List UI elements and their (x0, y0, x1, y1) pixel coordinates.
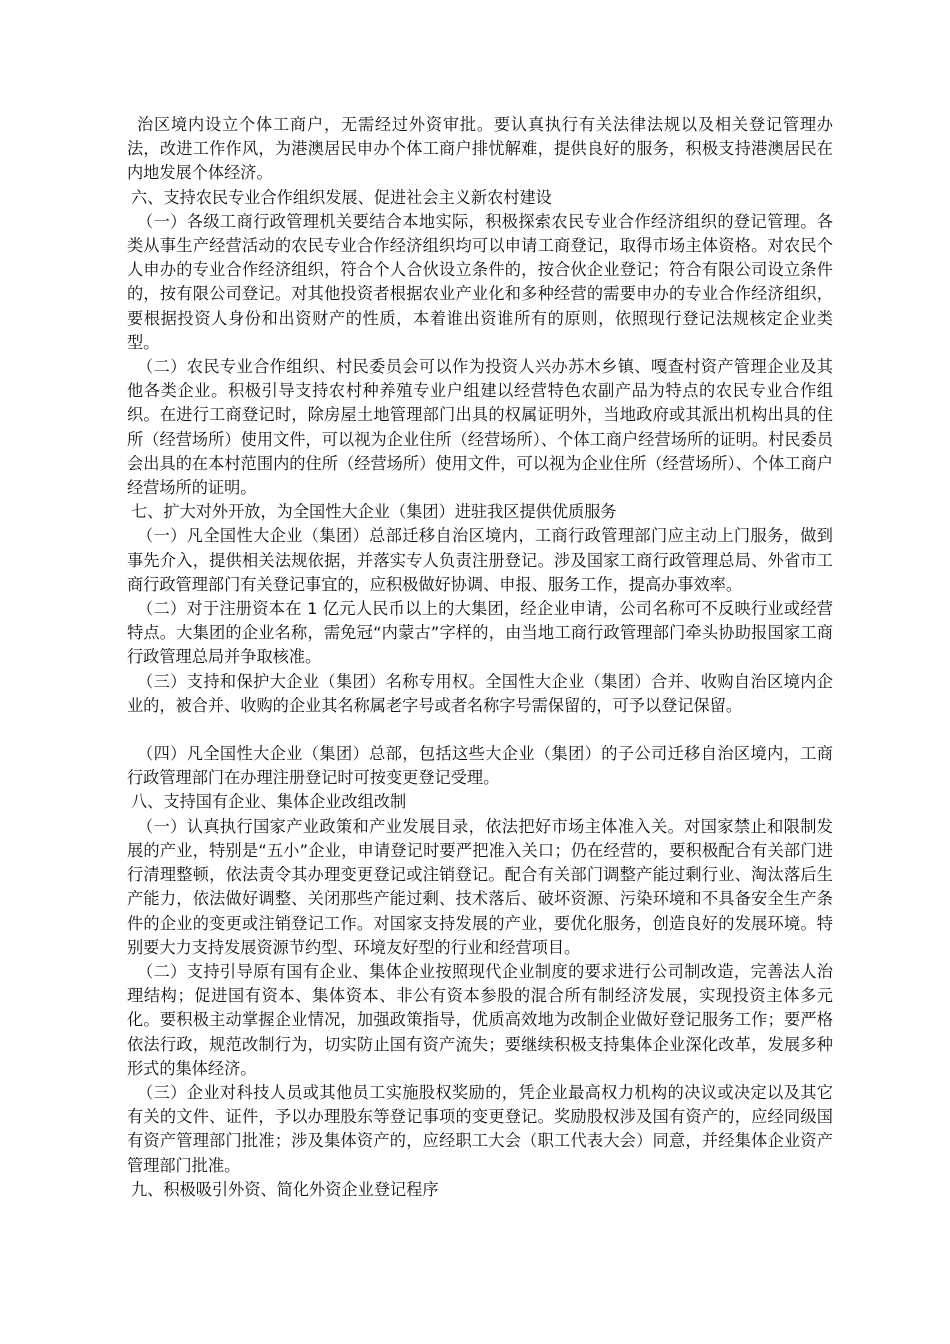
paragraph: 治区境内设立个体工商户，无需经过外资审批。要认真执行有关法律法规以及相关登记管理办法，改进工作作风，为港澳居民申办个体工商户排忧解难，提供良好的服务，积极支持港澳居民在内地发展个体经济。 (127, 115, 833, 183)
paragraph: （三）企业对科技人员或其他员工实施股权奖励的，凭企业最高权力机构的决议或决定以及其它有关的文件、证件，予以办理股东等登记事项的变更登记。奖励股权涉及国有资产的，应经同级国有资产管理部门批准；涉及集体资产的，应经职工大会（职工代表大会）同意，并经集体企业资产管理部门批准。 (127, 1082, 833, 1175)
section-heading: 八、支持国有企业、集体企业改组改制 (131, 792, 407, 812)
section-heading: 六、支持农民专业合作组织发展、促进社会主义新农村建设 (131, 187, 552, 207)
paragraph: （一）认真执行国家产业政策和产业发展目录，依法把好市场主体准入关。对国家禁止和限制发展的产业，特别是“五小”企业，申请登记时要严把准入关口；仍在经营的，要积极配合有关部门进行清理整顿，依法责令其办理变更登记或注销登记。配合有关部门调整产能过剩行业、淘汰落后生产能力，依法做好调整、关闭那些产能过剩、技术落后、破坏资源、污染环境和不具备安全生产条件的企业的变更或注销登记工作。对国家支持发展的产业，要优化服务，创造良好的发展环境。特别要大力支持发展资源节约型、环境友好型的行业和经营项目。 (127, 816, 833, 957)
blank-line (127, 718, 833, 742)
paragraph: （二）农民专业合作组织、村民委员会可以作为投资人兴办苏木乡镇、嘎查村资产管理企业及其他各类企业。积极引导支持农村种养殖专业户组建以经营特色农副产品为特点的农民专业合作组织。在进行工商登记时，除房屋土地管理部门出具的权属证明外，当地政府或其派出机构出具的住所（经营场所）使用文件，可以视为企业住所（经营场所）、个体工商户经营场所的证明。村民委员会出具的在本村范围内的住所（经营场所）使用文件，可以视为企业住所（经营场所）、个体工商户经营场所的证明。 (127, 357, 833, 498)
section-heading: 七、扩大对外开放，为全国性大企业（集团）进驻我区提供优质服务 (131, 502, 617, 522)
paragraph: （一）凡全国性大企业（集团）总部迁移自治区境内，工商行政管理部门应主动上门服务，做到事先介入，提供相关法规依据，并落实专人负责注册登记。涉及国家工商行政管理总局、外省市工商行政管理部门有关登记事宜的，应积极做好协调、申报、服务工作，提高办事效率。 (127, 526, 833, 594)
paragraph: （二）对于注册资本在 1 亿元人民币以上的大集团，经企业申请，公司名称可不反映行业或经营特点。大集团的企业名称，需免冠“内蒙古”字样的，由当地工商行政管理部门牵头协助报国家工商行政管理总局并争取核准。 (127, 599, 833, 667)
paragraph: （一）各级工商行政管理机关要结合本地实际，积极探索农民专业合作经济组织的登记管理。各类从事生产经营活动的农民专业合作经济组织均可以申请工商登记，取得市场主体资格。对农民个人申办的专业合作经济组织，符合个人合伙设立条件的，按合伙企业登记；符合有限公司设立条件的，按有限公司登记。对其他投资者根据农业产业化和多种经营的需要申办的专业合作经济组织，要根据投资人身份和出资财产的性质，本着谁出资谁所有的原则，依照现行登记法规核定企业类型。 (127, 211, 833, 352)
paragraph: （二）支持引导原有国有企业、集体企业按照现代企业制度的要求进行公司制改造，完善法人治理结构；促进国有资本、集体资本、非公有资本参股的混合所有制经济发展，实现投资主体多元化。要积极主动掌握企业情况，加强政策指导，优质高效地为改制企业做好登记服务工作；要严格依法行政，规范改制行为，切实防止国有资产流失；要继续积极支持集体企业深化改革，发展多种形式的集体经济。 (127, 961, 833, 1078)
paragraph: （三）支持和保护大企业（集团）名称专用权。全国性大企业（集团）合并、收购自治区境内企业的，被合并、收购的企业其名称属老字号或者名称字号需保留的，可予以登记保留。 (127, 671, 833, 715)
document-page (127, 113, 833, 1202)
paragraph: （四）凡全国性大企业（集团）总部，包括这些大企业（集团）的子公司迁移自治区境内，工商行政管理部门在办理注册登记时可按变更登记受理。 (127, 744, 833, 788)
section-heading: 九、积极吸引外资、简化外资企业登记程序 (131, 1179, 439, 1199)
